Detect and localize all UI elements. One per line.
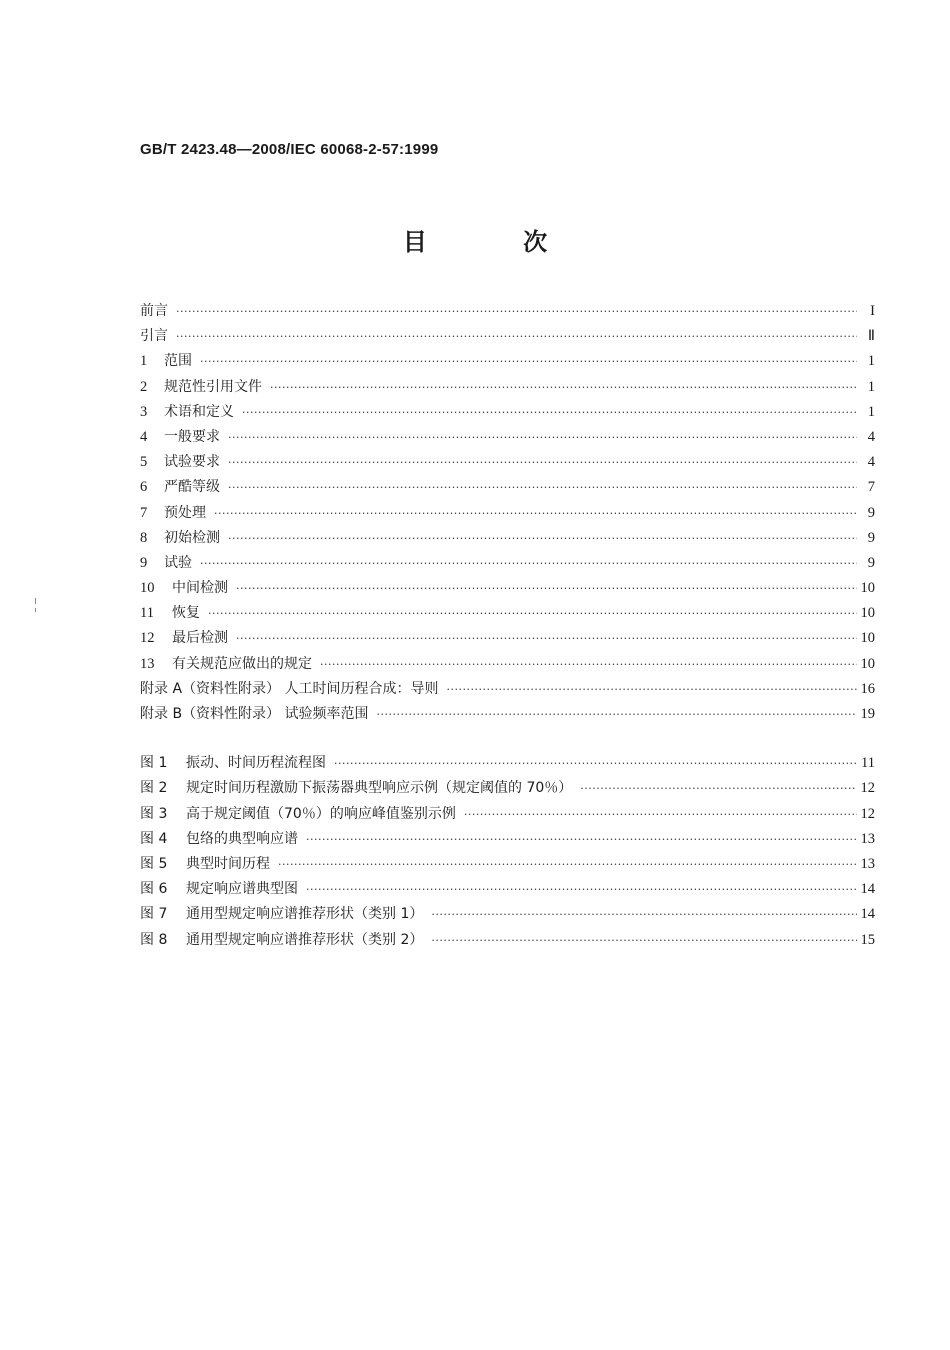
scan-mark (35, 608, 36, 612)
figure-number: 图 5 (140, 855, 168, 872)
toc-entry-label: 中间检测 (172, 580, 228, 597)
toc-entry-number: 2 (140, 378, 148, 395)
table-of-contents (140, 300, 875, 954)
figure-number: 图 3 (140, 805, 168, 822)
toc-entry-page: 10 (860, 630, 875, 647)
figure-label: 规定响应谱典型图 (186, 881, 298, 898)
toc-entry-page: 19 (860, 706, 875, 722)
toc-entry-label: 一般要求 (164, 428, 220, 445)
toc-entry-page: 10 (860, 655, 875, 672)
toc-entry-number: 4 (140, 428, 148, 445)
leader-dots (214, 507, 857, 520)
leader-dots (431, 908, 856, 921)
leader-dots (446, 683, 856, 696)
toc-entry-label: 初始检测 (164, 529, 220, 546)
toc-entry-page: 1 (867, 353, 875, 370)
toc-entry[interactable] (140, 451, 875, 476)
toc-entry[interactable] (140, 552, 875, 577)
document-code: GB/T 2423.48—2008/IEC 60068-2-57:1999 (140, 141, 439, 158)
toc-entry-page: 4 (867, 428, 875, 445)
leader-dots (228, 431, 857, 444)
toc-entry[interactable] (140, 401, 875, 426)
toc-entry[interactable] (140, 426, 875, 451)
toc-entry-label: 试验要求 (164, 454, 220, 471)
toc-entry-label: 有关规范应做出的规定 (172, 655, 312, 672)
toc-entry-number: 1 (140, 353, 148, 370)
toc-entry-page: 9 (867, 504, 875, 521)
figure-number: 图 2 (140, 780, 168, 797)
toc-entry-label: 规范性引用文件 (164, 378, 262, 395)
figure-page: 15 (860, 931, 875, 948)
figure-entry[interactable] (140, 929, 875, 954)
leader-dots (236, 582, 857, 595)
toc-entry-page: I (870, 303, 875, 319)
figure-page: 13 (860, 830, 875, 847)
toc-entry[interactable] (140, 627, 875, 652)
toc-entry-label: 最后检测 (172, 630, 228, 647)
figure-label: 振动、时间历程流程图 (186, 755, 326, 772)
toc-entry[interactable] (140, 300, 875, 325)
toc-entry-number: 8 (140, 529, 148, 546)
scan-mark (35, 598, 36, 604)
toc-entry-number: 11 (140, 605, 154, 622)
toc-entry[interactable] (140, 325, 875, 350)
figure-number: 图 8 (140, 931, 168, 948)
toc-entry-number: 7 (140, 504, 148, 521)
figure-number: 图 4 (140, 830, 168, 847)
leader-dots (228, 481, 857, 494)
toc-entry[interactable] (140, 502, 875, 527)
figure-label: 高于规定阈值（70％）的响应峰值鉴别示例 (186, 805, 456, 822)
toc-entry[interactable] (140, 678, 875, 703)
toc-entry-label: 预处理 (164, 504, 206, 521)
figure-entry[interactable] (140, 853, 875, 878)
toc-entry-page: 10 (860, 580, 875, 597)
section-gap (140, 728, 875, 752)
toc-entry-number: 3 (140, 403, 148, 420)
figure-entry[interactable] (140, 878, 875, 903)
toc-entry-page: 16 (860, 680, 875, 697)
figure-page: 14 (860, 881, 875, 898)
toc-entry[interactable] (140, 350, 875, 375)
figure-label: 通用型规定响应谱推荐形状（类别 2） (186, 931, 424, 948)
toc-entry[interactable] (140, 653, 875, 678)
leader-dots (270, 381, 857, 394)
leader-dots (176, 330, 857, 343)
leader-dots (431, 934, 856, 947)
leader-dots (236, 632, 857, 645)
toc-entry-number: 9 (140, 554, 148, 571)
figure-label: 通用型规定响应谱推荐形状（类别 1） (186, 906, 424, 923)
toc-entry-page: 7 (867, 479, 875, 496)
leader-dots (228, 532, 857, 545)
toc-entry-page: 4 (867, 454, 875, 471)
toc-entry-page: 9 (867, 554, 875, 571)
toc-entry-number: 10 (140, 580, 155, 597)
figure-label: 包络的典型响应谱 (186, 830, 298, 847)
toc-entry[interactable] (140, 476, 875, 501)
toc-entry-number: 12 (140, 630, 155, 647)
toc-entry-page: Ⅱ (867, 328, 875, 345)
leader-dots (377, 708, 857, 721)
leader-dots (200, 557, 857, 570)
toc-entry[interactable] (140, 376, 875, 401)
figure-page: 11 (861, 755, 875, 772)
figure-page: 12 (860, 780, 875, 797)
leader-dots (334, 757, 857, 770)
leader-dots (464, 808, 857, 821)
leader-dots (200, 355, 857, 368)
figure-entry[interactable] (140, 777, 875, 802)
leader-dots (242, 406, 857, 419)
toc-entry-label: 附录 B（资料性附录） 试验频率范围 (140, 706, 369, 722)
figure-entry[interactable] (140, 828, 875, 853)
leader-dots (320, 658, 857, 671)
toc-entry-label: 范围 (164, 353, 192, 370)
leader-dots (580, 782, 856, 795)
toc-entry-label: 前言 (140, 303, 168, 319)
leader-dots (176, 305, 857, 318)
page-title: 目 次 (402, 228, 592, 256)
toc-entry-page: 10 (860, 605, 875, 622)
figure-label: 典型时间历程 (186, 855, 270, 872)
figure-page: 13 (860, 855, 875, 872)
toc-entry[interactable] (140, 703, 875, 728)
figure-number: 图 6 (140, 881, 168, 898)
figure-page: 12 (860, 805, 875, 822)
figure-number: 图 1 (140, 755, 168, 772)
toc-entry[interactable] (140, 577, 875, 602)
toc-entry-page: 1 (867, 378, 875, 395)
toc-entry-label: 附录 A（资料性附录） 人工时间历程合成：导则 (140, 680, 439, 697)
toc-entry-page: 1 (867, 403, 875, 420)
figure-page: 14 (860, 906, 875, 923)
figure-entry[interactable] (140, 752, 875, 777)
leader-dots (278, 858, 857, 871)
toc-entry[interactable] (140, 602, 875, 627)
toc-entry-number: 13 (140, 655, 155, 672)
toc-entry[interactable] (140, 527, 875, 552)
toc-entry-number: 6 (140, 479, 148, 496)
leader-dots (208, 607, 857, 620)
toc-entry-number: 5 (140, 454, 148, 471)
toc-entry-label: 恢复 (172, 605, 200, 622)
toc-entry-label: 严酷等级 (164, 479, 220, 496)
leader-dots (306, 833, 857, 846)
figure-number: 图 7 (140, 906, 168, 923)
toc-entry-label: 引言 (140, 328, 168, 345)
toc-entry-page: 9 (867, 529, 875, 546)
figure-entry[interactable] (140, 803, 875, 828)
leader-dots (306, 883, 857, 896)
toc-entry-label: 术语和定义 (164, 403, 234, 420)
figure-entry[interactable] (140, 903, 875, 928)
toc-entry-label: 试验 (164, 554, 192, 571)
figure-label: 规定时间历程激励下振荡器典型响应示例（规定阈值的 70％） (186, 780, 573, 797)
leader-dots (228, 456, 857, 469)
